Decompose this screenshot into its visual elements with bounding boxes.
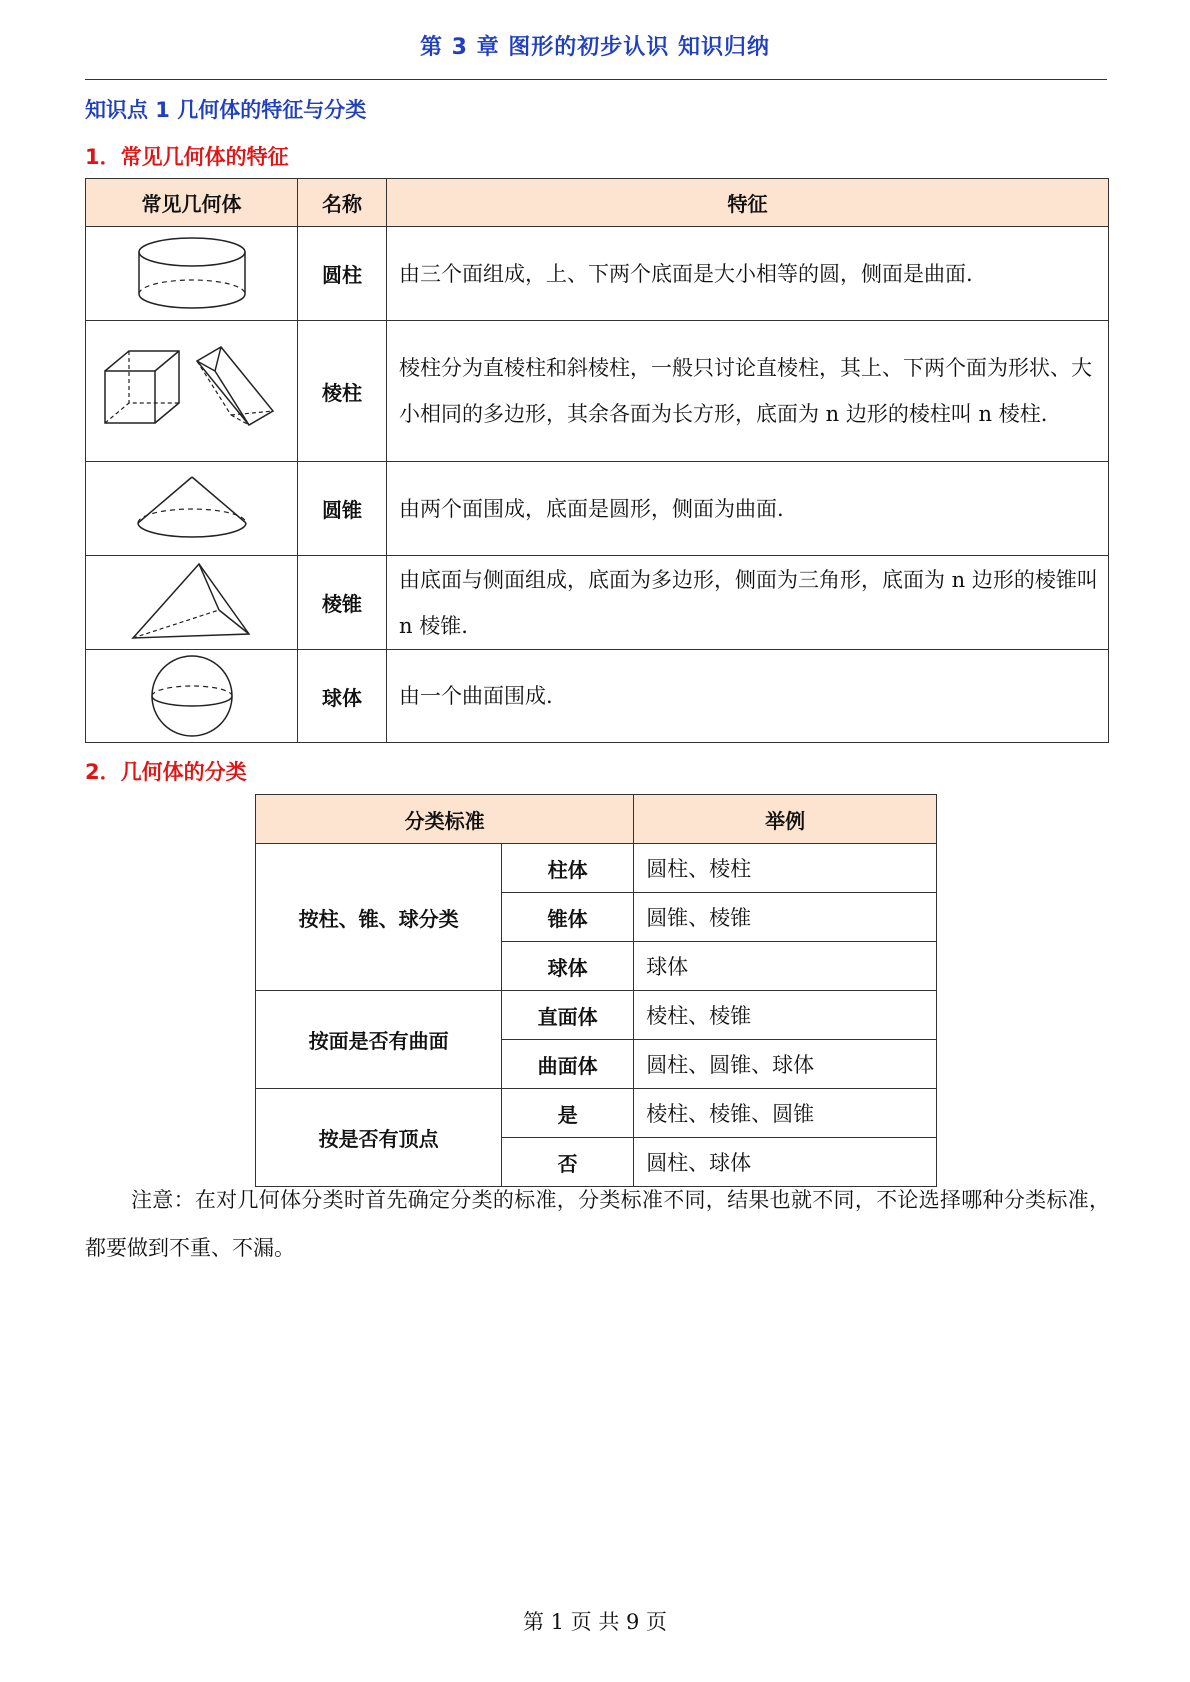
section-2-heading: 2．几何体的分类 [85,760,247,784]
group-label: 按柱、锥、球分类 [256,844,502,991]
row-feature: 由底面与侧面组成，底面为多边形，侧面为三角形，底面为 n 边形的棱锥叫 n 棱锥. [387,556,1109,650]
classification-note: 注意：在对几何体分类时首先确定分类的标准，分类标准不同，结果也就不同，不论选择哪种分类标准，都要做到不重、不漏。 [85,1188,1110,1260]
table-row [256,1089,937,1138]
cone-figure [86,462,298,556]
table-row [256,991,937,1040]
row-feature: 由两个面围成，底面是圆形，侧面为曲面. [387,462,1109,556]
sub-category: 柱体 [502,844,634,893]
table-row [86,462,1109,556]
page-footer: 第 1 页 共 9 页 [522,1610,668,1634]
col-header-standard: 分类标准 [256,795,634,844]
row-name: 棱锥 [298,556,387,650]
sub-category: 直面体 [502,991,634,1040]
page-title: 第 3 章 图形的初步认识 知识归纳 [420,35,770,60]
example-cell: 圆柱、球体 [634,1138,937,1187]
table-row [86,321,1109,462]
sub-category: 是 [502,1089,634,1138]
sphere-figure [86,650,298,743]
example-cell: 棱柱、棱锥、圆锥 [634,1089,937,1138]
classification-header-row [256,795,937,844]
row-name: 圆锥 [298,462,387,556]
pyramid-figure [86,556,298,650]
row-feature: 由一个曲面围成. [387,650,1109,743]
example-cell: 球体 [634,942,937,991]
sub-category: 锥体 [502,893,634,942]
row-feature: 棱柱分为直棱柱和斜棱柱，一般只讨论直棱柱，其上、下两个面为形状、大小相同的多边形，其余各面为长方形，底面为 n 边形的棱柱叫 n 棱柱. [387,321,1109,462]
group-label: 按面是否有曲面 [256,991,502,1089]
example-cell: 圆柱、棱柱 [634,844,937,893]
example-cell: 圆锥、棱锥 [634,893,937,942]
table-row [86,227,1109,321]
col-header-figure: 常见几何体 [86,179,298,227]
sub-category: 球体 [502,942,634,991]
col-header-example: 举例 [634,795,937,844]
table-row [86,556,1109,650]
row-name: 棱柱 [298,321,387,462]
row-name: 圆柱 [298,227,387,321]
features-table [85,178,1109,743]
prism-figure [86,321,298,462]
sub-category: 否 [502,1138,634,1187]
classification-table [255,794,937,1187]
col-header-name: 名称 [298,179,387,227]
row-name: 球体 [298,650,387,743]
table-row [86,650,1109,743]
sub-category: 曲面体 [502,1040,634,1089]
row-feature: 由三个面组成，上、下两个底面是大小相等的圆，侧面是曲面. [387,227,1109,321]
example-cell: 棱柱、棱锥 [634,991,937,1040]
table-row [256,844,937,893]
title-divider [85,79,1107,80]
knowledge-point-heading: 知识点 1 几何体的特征与分类 [85,98,367,122]
cylinder-figure [86,227,298,321]
example-cell: 圆柱、圆锥、球体 [634,1040,937,1089]
col-header-feature: 特征 [387,179,1109,227]
group-label: 按是否有顶点 [256,1089,502,1187]
features-header-row [86,179,1109,227]
section-1-heading: 1．常见几何体的特征 [85,145,289,169]
